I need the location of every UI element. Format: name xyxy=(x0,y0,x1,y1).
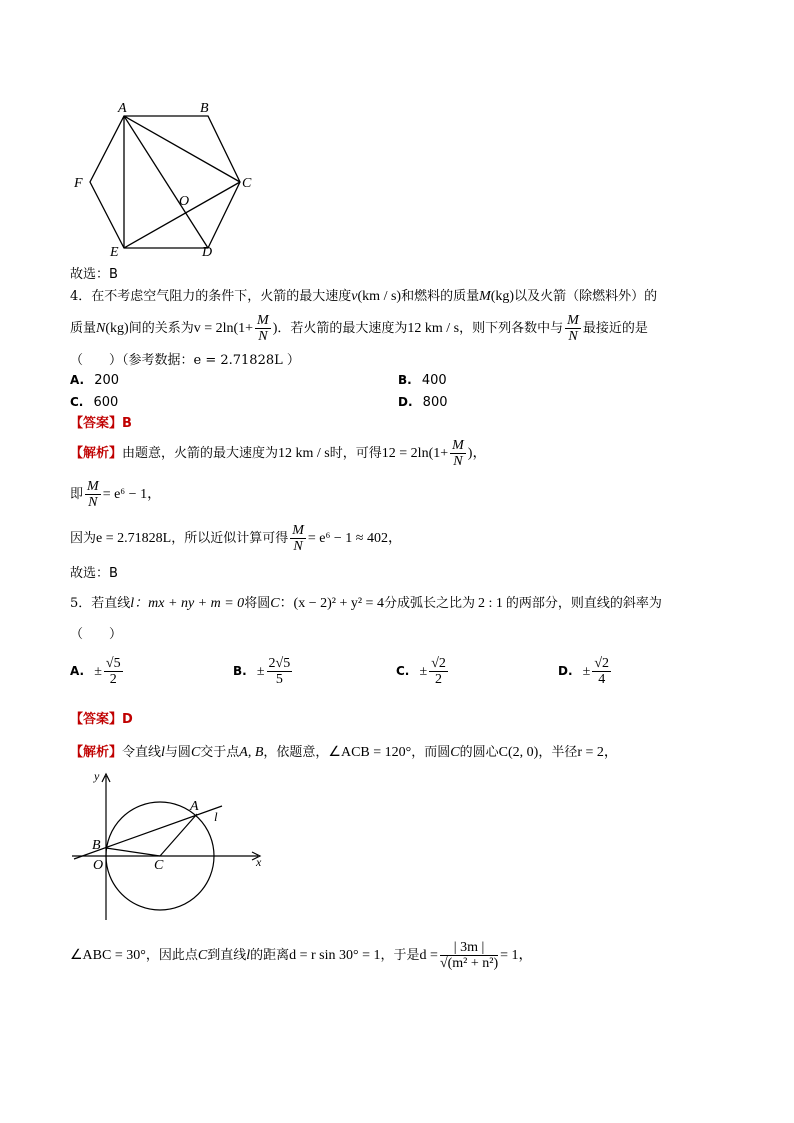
analysis-var-l: l xyxy=(161,745,165,760)
analysis-text: ，因此点 xyxy=(145,948,198,963)
q5-option-d[interactable] xyxy=(558,656,613,687)
q4-line2 xyxy=(70,312,648,346)
q4-unit: (kg) xyxy=(490,289,515,304)
graph-label-y: y xyxy=(94,769,100,783)
answer-value: B xyxy=(122,416,132,431)
analysis-text: ，于是 xyxy=(380,948,420,963)
analysis-tag: 【解析】 xyxy=(70,446,123,461)
q4-unit: (kg) xyxy=(105,321,129,336)
analysis-speed: 12 km / s xyxy=(278,446,330,461)
q5-text: 分成弧长之比为 xyxy=(383,596,475,611)
frac-num: M xyxy=(257,313,269,328)
q4-line1 xyxy=(70,288,657,306)
analysis-distance: d = r sin 30° = 1 xyxy=(289,948,381,963)
q4-var-m: M xyxy=(479,289,491,304)
analysis-text: 的距离 xyxy=(250,948,290,963)
option-fraction xyxy=(592,656,611,687)
graph-label-a: A xyxy=(190,799,199,814)
q4-option-a[interactable] xyxy=(70,373,119,388)
option-pm: ± xyxy=(94,664,102,679)
analysis-angle: ∠ACB = 120° xyxy=(328,745,412,760)
q4-answer xyxy=(70,415,132,433)
q4-fraction xyxy=(255,313,271,344)
hex-label-e: E xyxy=(110,245,119,260)
analysis-text: 的圆心 xyxy=(459,745,499,760)
answer-value: D xyxy=(122,712,133,727)
q4-analysis-1 xyxy=(70,437,486,471)
q4-formula: ) xyxy=(272,321,278,336)
analysis-text: 即 xyxy=(70,487,84,502)
q5-circle-eq: ：(x − 2)² + y² = 4 xyxy=(279,596,384,611)
frac-den: 2 xyxy=(435,672,443,687)
option-pm: ± xyxy=(419,664,428,679)
frac-num: √2 xyxy=(431,656,446,671)
q4-text: 和燃料的质量 xyxy=(401,289,480,304)
q4-text: 间的关系为 xyxy=(128,321,194,336)
analysis-text: 与圆 xyxy=(164,745,191,760)
q5-analysis-1 xyxy=(70,744,618,762)
hex-label-c: C xyxy=(242,176,252,191)
q4-speed: 12 km / s xyxy=(407,321,460,336)
analysis-fraction xyxy=(290,523,306,554)
option-value: 400 xyxy=(421,373,447,388)
q5-option-a[interactable] xyxy=(70,656,125,687)
q4-formula: v = 2ln(1+ xyxy=(193,321,254,336)
q4-var-v: v xyxy=(351,289,358,304)
frac-num: M xyxy=(87,479,99,494)
analysis-text: 令直线 xyxy=(122,745,162,760)
analysis-text: ，半径 xyxy=(538,745,578,760)
graph-label-x: x xyxy=(256,855,262,869)
answer-tag: 【答案】 xyxy=(70,712,123,727)
analysis-points: A, B xyxy=(239,745,264,760)
analysis-var-l: l xyxy=(246,948,251,963)
frac-num: M xyxy=(292,523,304,538)
analysis-fraction xyxy=(440,940,498,971)
analysis-var-c: C xyxy=(197,948,208,963)
graph-label-b: B xyxy=(92,838,101,853)
q5-analysis-2 xyxy=(70,938,533,974)
frac-num: | 3m | xyxy=(440,940,498,956)
q4-text: 以及火箭（除燃料外）的 xyxy=(514,289,658,304)
option-letter: B. xyxy=(398,373,412,387)
q5-var-c: C xyxy=(270,596,280,611)
q5-var-l: l xyxy=(130,596,135,611)
option-pm: ± xyxy=(582,664,591,679)
q5-option-c[interactable] xyxy=(396,656,450,687)
frac-den: N xyxy=(453,454,463,469)
analysis-fraction xyxy=(85,479,101,510)
q4-text: ，则下列各数中与 xyxy=(459,321,564,336)
option-letter: A. xyxy=(70,373,85,387)
q5-text: 将圆 xyxy=(244,596,271,611)
q4-analysis-2 xyxy=(70,478,161,512)
q4-option-d[interactable] xyxy=(398,395,448,410)
q4-number: 4． xyxy=(70,289,92,304)
analysis-e: e = 2.71828L xyxy=(96,531,172,546)
analysis-radius: r = 2， xyxy=(577,745,618,760)
analysis-text: 由题意，火箭的最大速度为 xyxy=(122,446,279,461)
q5-line1 xyxy=(70,595,662,613)
option-fraction xyxy=(267,656,293,687)
hex-label-f: F xyxy=(74,176,83,191)
q4-option-b[interactable] xyxy=(398,373,447,388)
q5-ratio: 2 : 1 xyxy=(477,596,503,611)
circle-graph xyxy=(66,768,276,923)
q5-text: 的两部分，则直线的斜率为 xyxy=(505,596,662,611)
option-letter: B. xyxy=(233,664,247,678)
q5-answer xyxy=(70,711,133,729)
hex-label-a: A xyxy=(118,101,127,116)
q4-fraction-2 xyxy=(565,313,581,344)
analysis-text: ，而圆 xyxy=(411,745,451,760)
option-value: 600 xyxy=(93,395,119,410)
q3-answer-line: 故选：B xyxy=(70,267,118,282)
frac-den: N xyxy=(88,495,98,510)
analysis-angle: ∠ABC = 30° xyxy=(70,948,146,963)
option-letter: C. xyxy=(396,664,410,678)
q4-analysis-3 xyxy=(70,522,402,556)
q4-text: 最接近的是 xyxy=(582,321,648,336)
analysis-formula: = 1， xyxy=(500,948,533,963)
q4-text: 质量 xyxy=(70,321,97,336)
analysis-formula: d = xyxy=(419,948,438,963)
graph-label-o: O xyxy=(93,858,104,873)
frac-num: M xyxy=(452,438,464,453)
option-letter: A. xyxy=(70,664,85,678)
option-fraction xyxy=(429,656,448,687)
hexagon-figure xyxy=(60,92,270,262)
q4-answer-line: 故选：B xyxy=(70,566,118,581)
q4-option-c[interactable] xyxy=(70,395,118,410)
q4-text: 在不考虑空气阻力的条件下，火箭的最大速度 xyxy=(91,289,352,304)
analysis-text: ，所以近似计算可得 xyxy=(171,531,289,546)
analysis-var-c: C xyxy=(450,745,460,760)
option-letter: D. xyxy=(398,395,413,409)
option-letter: C. xyxy=(70,395,84,409)
q4-var-n: N xyxy=(96,321,106,336)
q4-line3: （ ）（参考数据：e = 2.71828L ） xyxy=(70,353,300,368)
analysis-formula: = e⁶ − 1 ≈ 402， xyxy=(307,531,402,546)
analysis-center: C(2, 0) xyxy=(498,745,539,760)
analysis-formula: )， xyxy=(467,446,487,461)
frac-den: 4 xyxy=(598,672,606,687)
analysis-text: 到直线 xyxy=(207,948,247,963)
q5-option-b[interactable] xyxy=(233,656,294,687)
hex-label-d: D xyxy=(202,245,213,260)
frac-den: √(m² + n²) xyxy=(439,956,499,971)
analysis-text: ，依题意， xyxy=(263,745,329,760)
q5-line2: （ ） xyxy=(70,627,123,642)
q5-text: 若直线 xyxy=(91,596,131,611)
frac-den: 5 xyxy=(275,672,283,687)
q5-line-eq: ：mx + ny + m = 0 xyxy=(134,596,245,611)
frac-num: M xyxy=(567,313,579,328)
analysis-var-c: C xyxy=(190,745,201,760)
frac-num: √2 xyxy=(594,656,610,671)
q5-number: 5． xyxy=(70,596,92,611)
analysis-formula: = e⁶ − 1， xyxy=(102,487,162,502)
analysis-text: 时，可得 xyxy=(329,446,382,461)
graph-label-c: C xyxy=(154,858,164,873)
answer-tag: 【答案】 xyxy=(70,416,123,431)
option-fraction xyxy=(104,656,123,687)
frac-den: N xyxy=(258,329,268,344)
option-value: 200 xyxy=(94,373,120,388)
frac-den: 2 xyxy=(109,672,117,687)
hex-label-b: B xyxy=(200,101,209,116)
option-value: 800 xyxy=(422,395,448,410)
option-pm: ± xyxy=(256,664,265,679)
option-letter: D. xyxy=(558,664,573,678)
frac-num: √5 xyxy=(105,656,121,671)
analysis-formula: 12 = 2ln(1+ xyxy=(381,446,449,461)
frac-den: N xyxy=(293,539,303,554)
frac-num: 2√5 xyxy=(268,656,291,671)
analysis-text: 交于点 xyxy=(200,745,240,760)
analysis-fraction xyxy=(450,438,466,469)
hex-label-o: O xyxy=(179,194,190,209)
analysis-text: 因为 xyxy=(70,531,97,546)
frac-den: N xyxy=(568,329,578,344)
q4-text: ．若火箭的最大速度为 xyxy=(277,321,408,336)
analysis-tag: 【解析】 xyxy=(70,745,123,760)
graph-label-l: l xyxy=(214,809,218,824)
q4-unit: (km / s) xyxy=(357,289,402,304)
